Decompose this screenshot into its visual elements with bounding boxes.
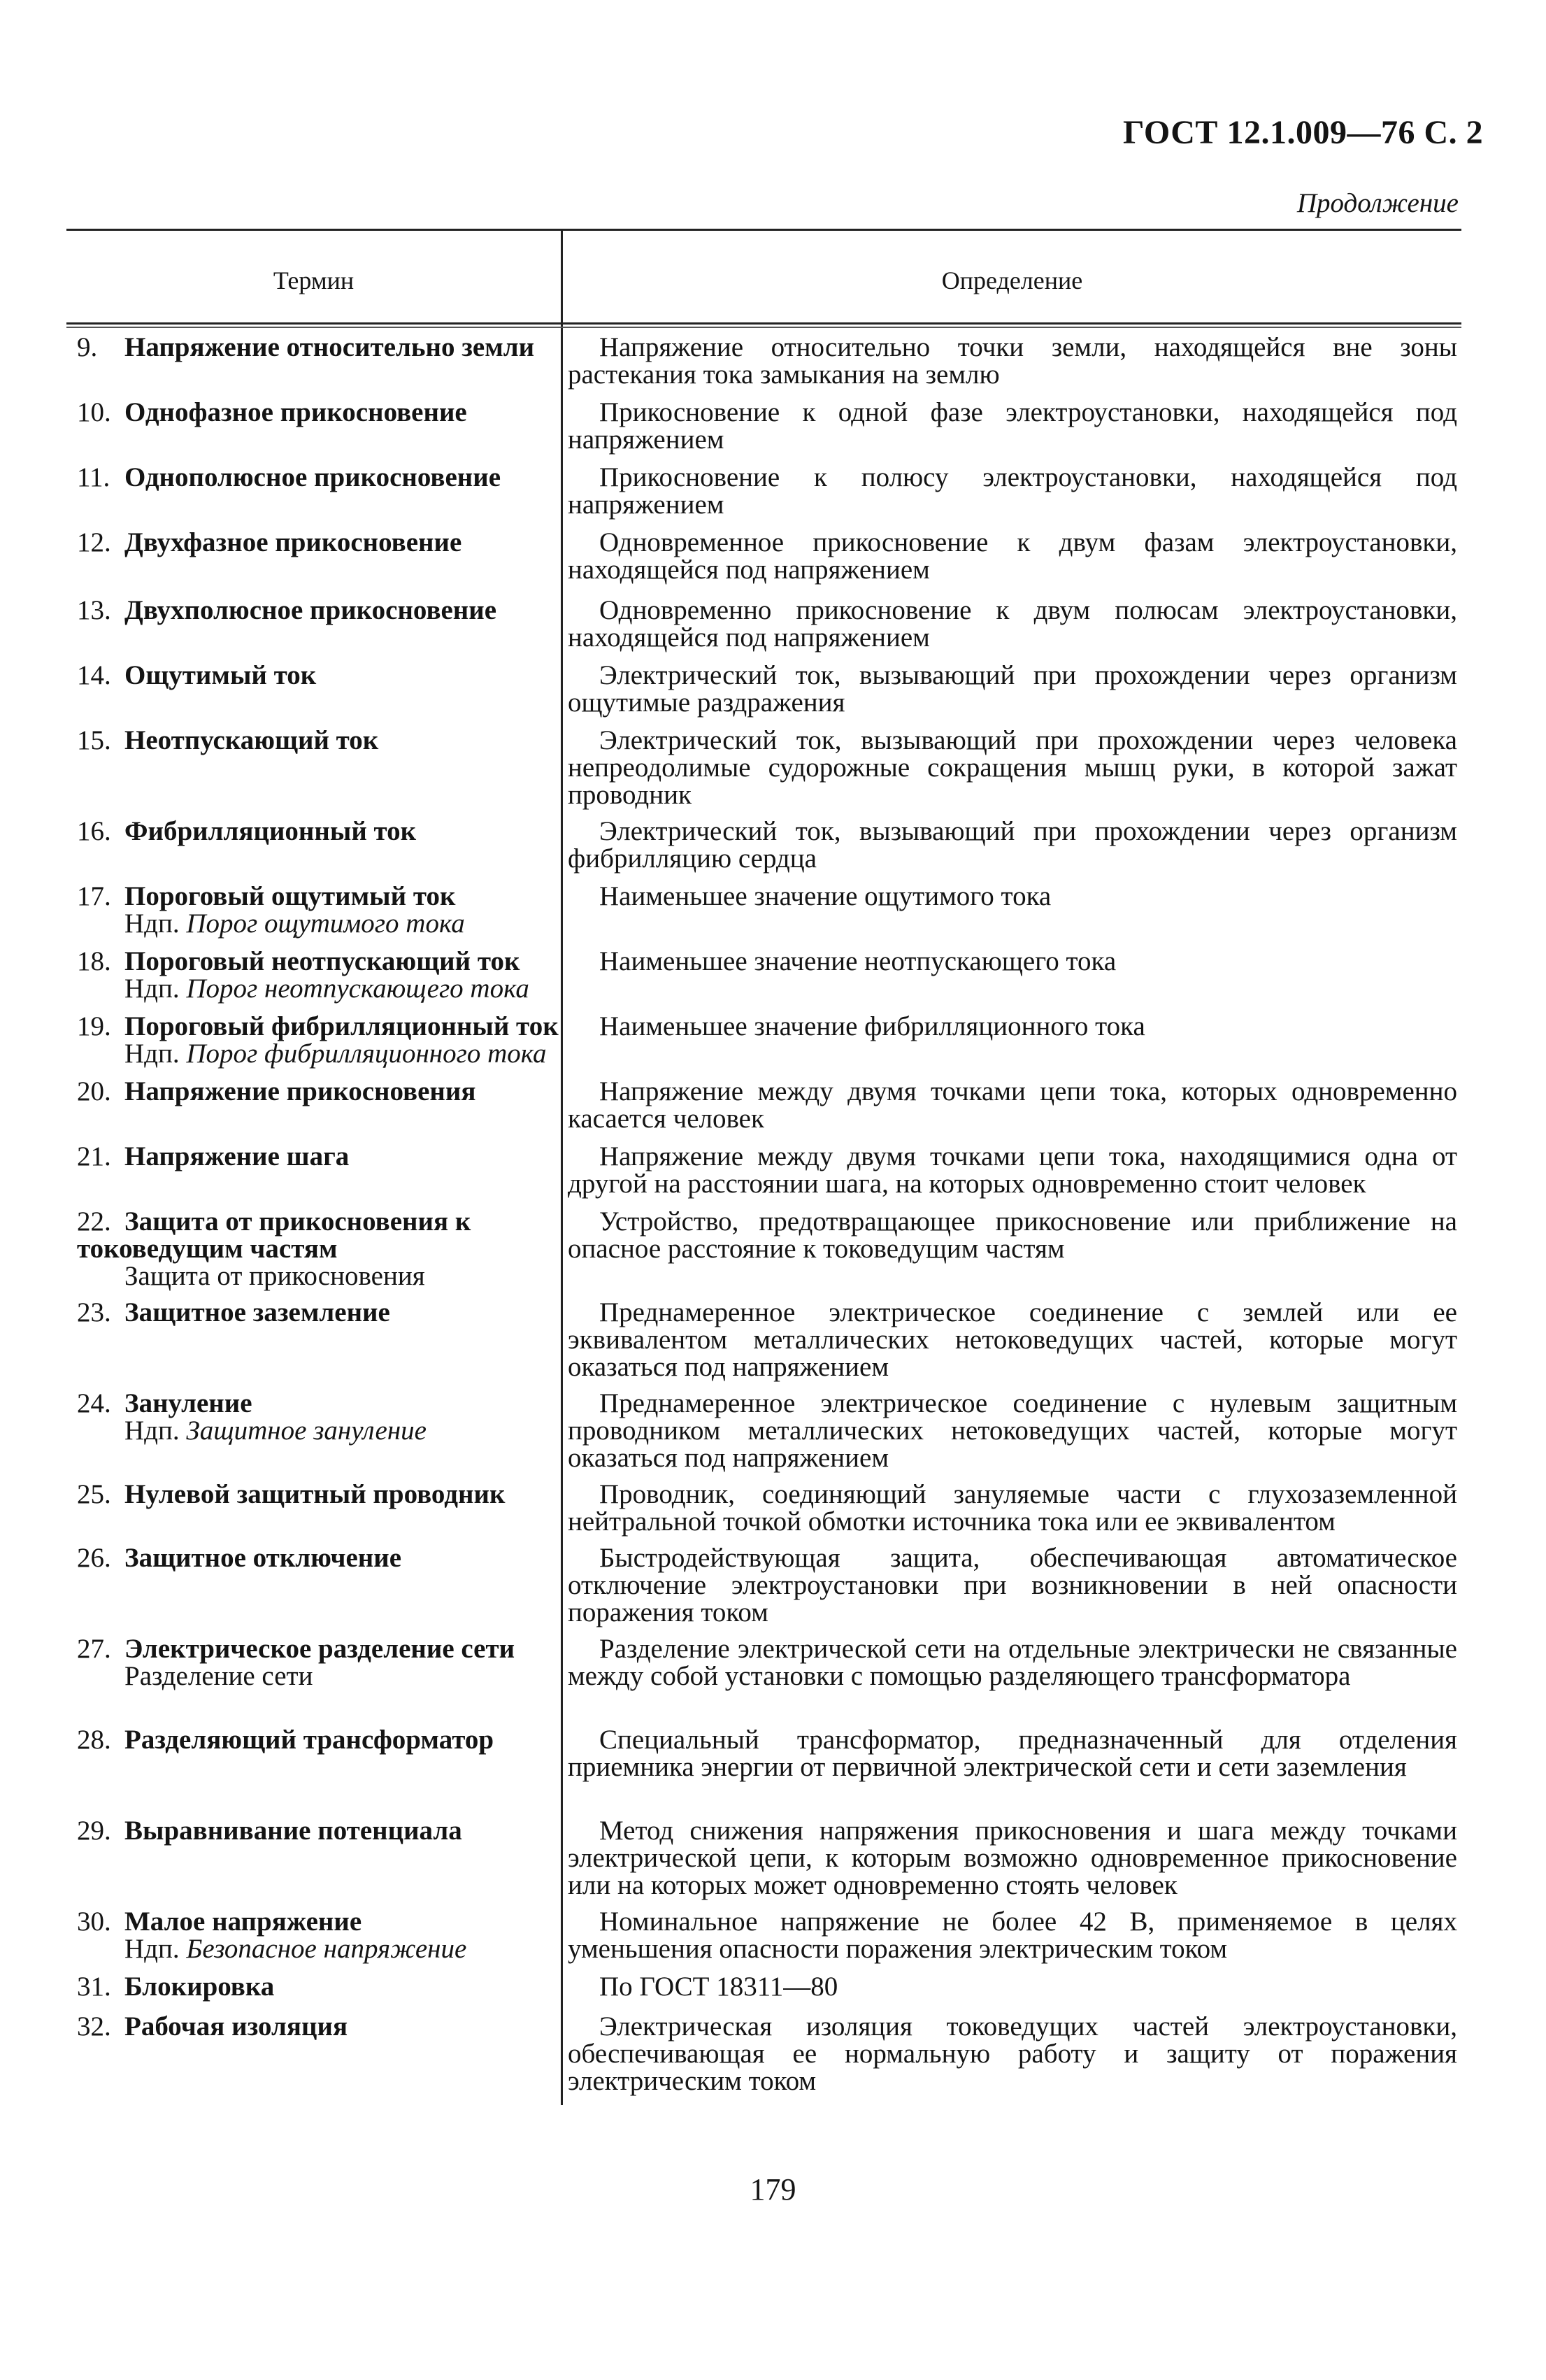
- term-name: Пороговый фибрилляционный ток: [124, 1011, 559, 1041]
- term-number: 10.: [77, 397, 111, 427]
- term-synonym: [77, 1662, 559, 1690]
- definition-text: Быстродействующая защита, обеспечивающая автоматическое отключение электроустановки при возникновении в ней опасности поражения током: [568, 1543, 1457, 1627]
- term-number: 23.: [77, 1297, 111, 1327]
- definition-cell: [568, 1299, 1457, 1381]
- term-cell: [77, 883, 559, 937]
- term-name: Электрическое разделение сети: [124, 1634, 515, 1664]
- definition-cell: [568, 399, 1457, 453]
- term-number: 25.: [77, 1479, 111, 1509]
- term-name: Однополюсное прикосновение: [124, 462, 501, 492]
- definition-cell: [568, 334, 1457, 388]
- definition-cell: [568, 1908, 1457, 1962]
- term-cell: [77, 1299, 559, 1326]
- term-name: Ощутимый ток: [124, 660, 317, 690]
- term-number: 32.: [77, 2011, 111, 2041]
- definition-cell: [568, 1143, 1457, 1197]
- document-code: ГОСТ 12.1.009—76 С. 2: [1123, 114, 1484, 151]
- term-cell: [77, 1726, 559, 1753]
- term-cell: [77, 1390, 559, 1444]
- term-cell: [77, 2013, 559, 2040]
- term-name: Неотпускающий ток: [124, 725, 379, 755]
- definition-text: Прикосновение к одной фазе электроустановки, находящейся под напряжением: [568, 397, 1457, 455]
- term-number: 17.: [77, 881, 111, 911]
- term-number: 31.: [77, 1972, 111, 2002]
- term-number: 14.: [77, 660, 111, 690]
- term-synonym: [77, 910, 559, 937]
- column-header-term: Термин: [273, 266, 355, 294]
- term-cell: [77, 1817, 559, 1844]
- definition-cell: [568, 1390, 1457, 1472]
- definition-cell: [568, 1078, 1457, 1132]
- term-number: 30.: [77, 1907, 111, 1937]
- definition-text: Специальный трансформатор, предназначенный для отделения приемника энергии от первичной электрической сети и сети заземления: [568, 1725, 1457, 1782]
- term-name: Разделяющий трансформатор: [124, 1725, 494, 1755]
- definition-text: Наименьшее значение ощутимого тока: [599, 881, 1052, 911]
- term-number: 22.: [77, 1206, 111, 1237]
- term-cell: [77, 529, 559, 556]
- definition-text: Преднамеренное электрическое соединение с землей или ее эквивалентом металлических нетоковедущих частей, которые могут оказаться под напряжением: [568, 1297, 1457, 1382]
- term-number: 20.: [77, 1076, 111, 1106]
- term-cell: [77, 1908, 559, 1962]
- synonym-text: Безопасное напряжение: [186, 1934, 467, 1964]
- term-cell: [77, 1208, 559, 1290]
- term-cell: [77, 1013, 559, 1067]
- definition-text: Одновременное прикосновение к двум фазам электроустановки, находящейся под напряжением: [568, 527, 1457, 585]
- term-name: Напряжение прикосновения: [124, 1076, 476, 1106]
- term-synonym: [77, 1935, 559, 1962]
- term-cell: [77, 1635, 559, 1690]
- term-number: 28.: [77, 1725, 111, 1755]
- definition-text: Преднамеренное электрическое соединение с нулевым защитным проводником металлических нетоковедущих частей, которые могут оказаться под напряжением: [568, 1388, 1457, 1473]
- continuation-label: Продолжение: [1296, 188, 1459, 218]
- term-cell: [77, 399, 559, 426]
- term-name: Малое напряжение: [124, 1907, 362, 1937]
- definition-text: Напряжение между двумя точками цепи тока, находящимися одна от другой на расстоянии шага, на которых одновременно стоит человек: [568, 1141, 1457, 1199]
- term-cell: [77, 1481, 559, 1508]
- term-synonym: [77, 1040, 559, 1067]
- synonym-prefix: Ндп.: [124, 974, 187, 1004]
- definition-cell: [568, 597, 1457, 651]
- definition-text: Электрический ток, вызывающий при прохождении через человека непреодолимые судорожные сокращения мышц руки, в которой зажат проводник: [568, 725, 1457, 810]
- synonym-prefix: Ндп.: [124, 1416, 187, 1446]
- term-number: 19.: [77, 1011, 111, 1041]
- term-cell: [77, 662, 559, 689]
- term-number: 15.: [77, 725, 111, 755]
- term-name: Напряжение относительно земли: [124, 332, 535, 362]
- definition-cell: [568, 1973, 1457, 2000]
- term-name: Блокировка: [124, 1972, 275, 2002]
- definition-text: Электрический ток, вызывающий при прохождении через организм ощутимые раздражения: [568, 660, 1457, 718]
- definition-cell: [568, 1635, 1457, 1690]
- term-number: 24.: [77, 1388, 111, 1418]
- definition-text: Электрическая изоляция токоведущих частей электроустановки, обеспечивающая ее нормальную работу и защиту от поражения электрическим током: [568, 2011, 1457, 2096]
- term-cell: [77, 727, 559, 754]
- definition-text: Напряжение между двумя точками цепи тока, которых одновременно касается человек: [568, 1076, 1457, 1134]
- definition-cell: [568, 2013, 1457, 2095]
- term-synonym: [77, 975, 559, 1002]
- definition-text: Номинальное напряжение не более 42 В, применяемое в целях уменьшения опасности поражения электрическим током: [568, 1907, 1457, 1964]
- definition-text: Прикосновение к полюсу электроустановки, находящейся под напряжением: [568, 462, 1457, 520]
- term-number: 16.: [77, 816, 111, 846]
- term-name: Двухфазное прикосновение: [124, 527, 462, 557]
- definition-cell: [568, 1726, 1457, 1781]
- synonym-text: Разделение сети: [124, 1661, 313, 1691]
- definition-cell: [568, 1544, 1457, 1626]
- synonym-text: Защитное зануление: [186, 1416, 427, 1446]
- term-number: 27.: [77, 1634, 111, 1664]
- term-name: Однофазное прикосновение: [124, 397, 467, 427]
- term-number: 21.: [77, 1141, 111, 1171]
- definition-text: Электрический ток, вызывающий при прохождении через организм фибрилляцию сердца: [568, 816, 1457, 874]
- term-name: Фибрилляционный ток: [124, 816, 417, 846]
- definition-cell: [568, 464, 1457, 518]
- term-name: Выравнивание потенциала: [124, 1816, 462, 1846]
- term-cell: [77, 948, 559, 1002]
- term-name: Зануление: [124, 1388, 252, 1418]
- term-cell: [77, 1544, 559, 1572]
- term-number: 29.: [77, 1816, 111, 1846]
- definition-text: Напряжение относительно точки земли, находящейся вне зоны растекания тока замыкания на землю: [568, 332, 1457, 390]
- definition-cell: [568, 662, 1457, 716]
- synonym-prefix: Ндп.: [124, 1039, 187, 1069]
- term-number: 26.: [77, 1543, 111, 1573]
- page-number: 179: [750, 2172, 796, 2207]
- definition-text: Наименьшее значение фибрилляционного тока: [599, 1011, 1145, 1041]
- definition-text: Метод снижения напряжения прикосновения и шага между точками электрической цепи, к которым возможно одновременное прикосновение или на которых может одновременно стоять человек: [568, 1816, 1457, 1900]
- term-name: Защита от прикосновения к токоведущим частям: [77, 1206, 471, 1264]
- term-number: 9.: [77, 332, 98, 362]
- definition-cell: [568, 948, 1457, 975]
- definition-cell: [568, 727, 1457, 808]
- synonym-text: Порог фибрилляционного тока: [186, 1039, 547, 1069]
- term-cell: [77, 597, 559, 624]
- definition-text: По ГОСТ 18311—80: [599, 1972, 838, 2002]
- definition-cell: [568, 1013, 1457, 1040]
- definition-cell: [568, 529, 1457, 583]
- term-cell: [77, 1078, 559, 1105]
- term-number: 13.: [77, 595, 111, 625]
- term-number: 12.: [77, 527, 111, 557]
- term-cell: [77, 464, 559, 491]
- term-name: Защитное отключение: [124, 1543, 402, 1573]
- definition-text: Одновременно прикосновение к двум полюсам электроустановки, находящейся под напряжением: [568, 595, 1457, 653]
- synonym-text: Защита от прикосновения: [124, 1261, 425, 1291]
- term-cell: [77, 1143, 559, 1170]
- term-cell: [77, 818, 559, 845]
- definition-text: Устройство, предотвращающее прикосновение или приближение на опасное расстояние к токоведущим частям: [568, 1206, 1457, 1264]
- term-name: Защитное заземление: [124, 1297, 390, 1327]
- term-name: Пороговый неотпускающий ток: [124, 946, 520, 976]
- term-name: Рабочая изоляция: [124, 2011, 348, 2041]
- definition-cell: [568, 818, 1457, 872]
- term-number: 18.: [77, 946, 111, 976]
- synonym-text: Порог неотпускающего тока: [186, 974, 529, 1004]
- definition-text: Наименьшее значение неотпускающего тока: [599, 946, 1117, 976]
- synonym-prefix: Ндп.: [124, 908, 187, 939]
- term-number: 11.: [77, 462, 110, 492]
- definition-cell: [568, 1208, 1457, 1262]
- synonym-prefix: Ндп.: [124, 1934, 187, 1964]
- definition-cell: [568, 1817, 1457, 1899]
- term-name: Напряжение шага: [124, 1141, 350, 1171]
- term-name: Нулевой защитный проводник: [124, 1479, 506, 1509]
- term-cell: [77, 334, 559, 361]
- synonym-text: Порог ощутимого тока: [186, 908, 465, 939]
- definition-text: Проводник, соединяющий зануляемые части с глухозаземленной нейтральной точкой обмотки источника тока или ее эквивалентом: [568, 1479, 1457, 1537]
- term-name: Двухполюсное прикосновение: [124, 595, 497, 625]
- term-cell: [77, 1973, 559, 2000]
- term-synonym: [77, 1262, 559, 1290]
- definition-cell: [568, 883, 1457, 910]
- definition-cell: [568, 1481, 1457, 1535]
- definition-text: Разделение электрической сети на отдельные электрически не связанные между собой установки с помощью разделяющего трансформатора: [568, 1634, 1457, 1691]
- column-header-definition: Определение: [941, 266, 1083, 294]
- term-synonym: [77, 1417, 559, 1444]
- term-name: Пороговый ощутимый ток: [124, 881, 456, 911]
